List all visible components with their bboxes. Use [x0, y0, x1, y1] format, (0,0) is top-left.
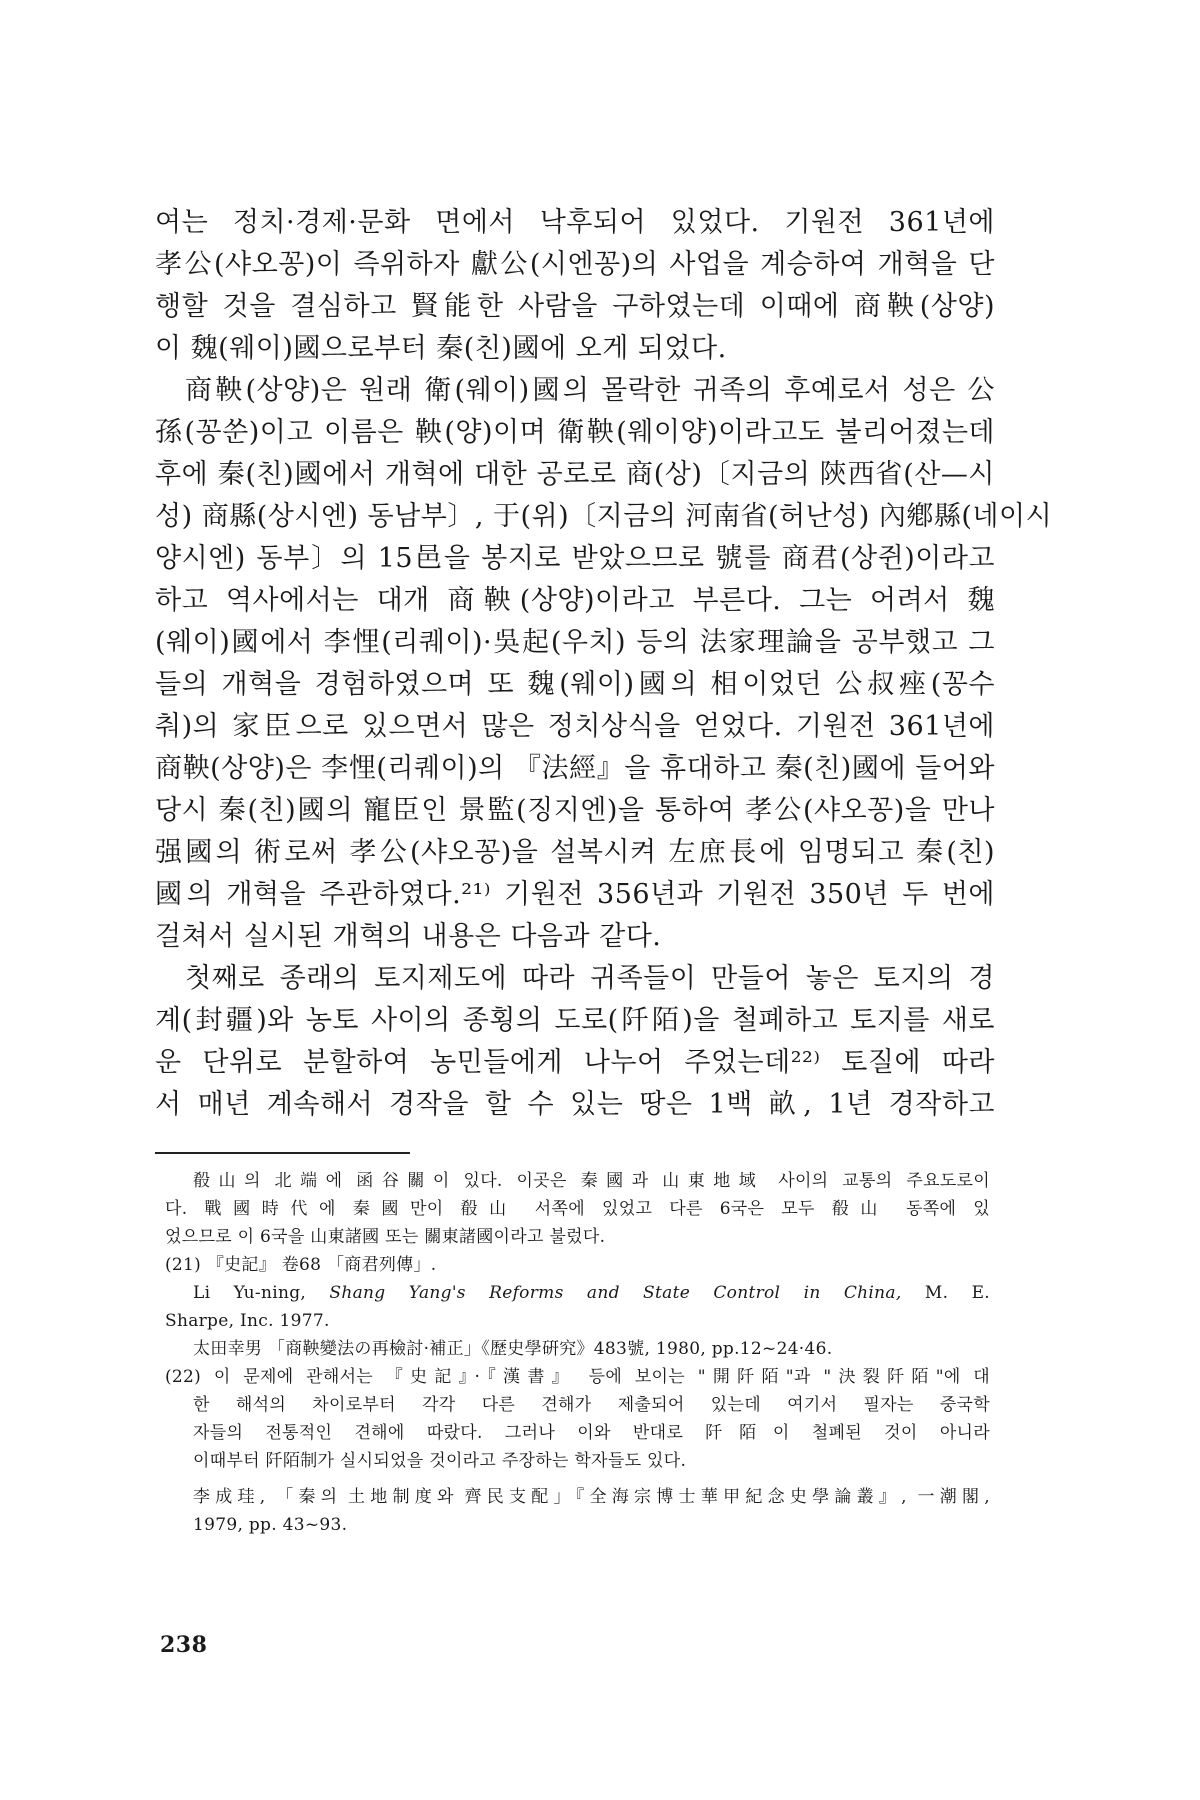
body-line: 성) 商縣(상시엔) 동남부〕, 于(위)〔지금의 河南省(허난성) 內鄕縣(네이시	[155, 501, 1053, 532]
footnote-line: 자들의 전통적인 견해에 따랐다. 그러나 이와 반대로 阡陌이 철폐된 것이 아니라	[193, 1423, 990, 1443]
body-line: 하고 역사에서는 대개 商鞅(상양)이라고 부른다. 그는 어려서 魏	[155, 585, 995, 616]
body-line: 여는 정치·경제·문화 면에서 낙후되어 있었다. 기원전 361년에	[155, 207, 995, 238]
body-line: 孫(꽁쑨)이고 이름은 鞅(양)이며 衛鞅(웨이양)이라고도 불리어졌는데	[155, 417, 995, 448]
footnote-line: 이때부터 阡陌制가 실시되었을 것이라고 주장하는 학자들도 있다.	[193, 1451, 687, 1471]
footnote-line: 한 해석의 차이로부터 각각 다른 견해가 제출되어 있는데 여기서 필자는 중국학	[193, 1395, 990, 1415]
body-line: 國의 개혁을 주관하였다.²¹⁾ 기원전 356년과 기원전 350년 두 번에	[155, 879, 995, 910]
footnote-book-title: Shang Yang's Reforms and State Control in China,	[329, 1283, 902, 1303]
page-number: 238	[160, 1632, 208, 1658]
body-line: 첫째로 종래의 토지제도에 따라 귀족들이 만들어 놓은 토지의 경	[185, 963, 995, 994]
footnote-source: 李成珪, 「秦의 土地制度와 齊民支配」『全海宗博士華甲紀念史學論叢』, 一潮閣,	[193, 1487, 990, 1507]
footnote-line: 었으므로 이 6국을 山東諸國 또는 關東諸國이라고 불렀다.	[165, 1227, 606, 1247]
footnote-line: 다. 戰國時代에 秦國만이 殽山 서쪽에 있었고 다른 6국은 모두 殽山 동쪽에 있	[165, 1199, 990, 1219]
footnote-publisher: M. E.	[924, 1283, 990, 1303]
footnote-source: 太田幸男 「商鞅變法の再檢討·補正」《歷史學硏究》483號, 1980, pp.12~24·46.	[193, 1339, 833, 1359]
footnote-21	[165, 1252, 990, 1278]
body-line: 孝公(샤오꽁)이 즉위하자 獻公(시엔꽁)의 사업을 계승하여 개혁을 단	[155, 249, 995, 280]
footnote-line: 이 문제에 관해서는 『史記』·『漢書』 등에 보이는 "開阡陌"과 "決裂阡陌"에 대	[213, 1367, 990, 1387]
footnote-source	[193, 1280, 990, 1306]
body-line: 당시 秦(친)國의 寵臣인 景監(징지엔)을 통하여 孝公(샤오꽁)을 만나	[155, 795, 995, 826]
body-line: 들의 개혁을 경험하였으며 또 魏(웨이)國의 相이었던 公叔痤(꽁수	[155, 669, 995, 700]
body-line: 이 魏(웨이)國으로부터 秦(친)國에 오게 되었다.	[155, 333, 727, 364]
footnote-number: (22)	[165, 1367, 202, 1387]
body-line: 商鞅(상양)은 李悝(리퀘이)의 『法經』을 휴대하고 秦(친)國에 들어와	[155, 753, 995, 784]
body-line: 춰)의 家臣으로 있으면서 많은 정치상식을 얻었다. 기원전 361년에	[155, 711, 995, 742]
body-line: 양시엔) 동부〕의 15邑을 봉지로 받았으므로 號를 商君(상쥔)이라고	[155, 543, 995, 574]
body-line: 서 매년 계속해서 경작을 할 수 있는 땅은 1백 畝, 1년 경작하고	[155, 1089, 995, 1120]
footnote-line: Sharpe, Inc. 1977.	[165, 1311, 330, 1331]
body-line: (웨이)國에서 李悝(리퀘이)·吳起(우치) 등의 法家理論을 공부했고 그	[155, 627, 995, 658]
body-line: 운 단위로 분할하여 농민들에게 나누어 주었는데²²⁾ 토질에 따라	[155, 1047, 995, 1078]
footnote-source: 『史記』 卷68 「商君列傳」.	[206, 1255, 437, 1275]
body-line: 商鞅(상양)은 원래 衛(웨이)國의 몰락한 귀족의 후예로서 성은 公	[185, 375, 995, 406]
footnote-line: 1979, pp. 43~93.	[193, 1515, 348, 1535]
footnote-22	[165, 1364, 990, 1390]
footnote-rule	[155, 1152, 410, 1154]
footnote-author: Li Yu-ning,	[193, 1283, 307, 1303]
body-line: 계(封疆)와 농토 사이의 종횡의 도로(阡陌)을 철폐하고 토지를 새로	[155, 1005, 995, 1036]
body-line: 후에 秦(친)國에서 개혁에 대한 공로로 商(상)〔지금의 陝西省(산—시	[155, 459, 995, 490]
footnote-line: 殽山의 北端에 函谷關이 있다. 이곳은 秦國과 山東地域 사이의 교통의 주요도로이	[193, 1171, 990, 1191]
body-line: 强國의 術로써 孝公(샤오꽁)을 설복시켜 左庶長에 임명되고 秦(친)	[155, 837, 995, 868]
footnote-number: (21)	[165, 1255, 202, 1275]
body-line: 행할 것을 결심하고 賢能한 사람을 구하였는데 이때에 商鞅(상양)	[155, 291, 995, 322]
body-line: 걸쳐서 실시된 개혁의 내용은 다음과 같다.	[155, 921, 662, 952]
